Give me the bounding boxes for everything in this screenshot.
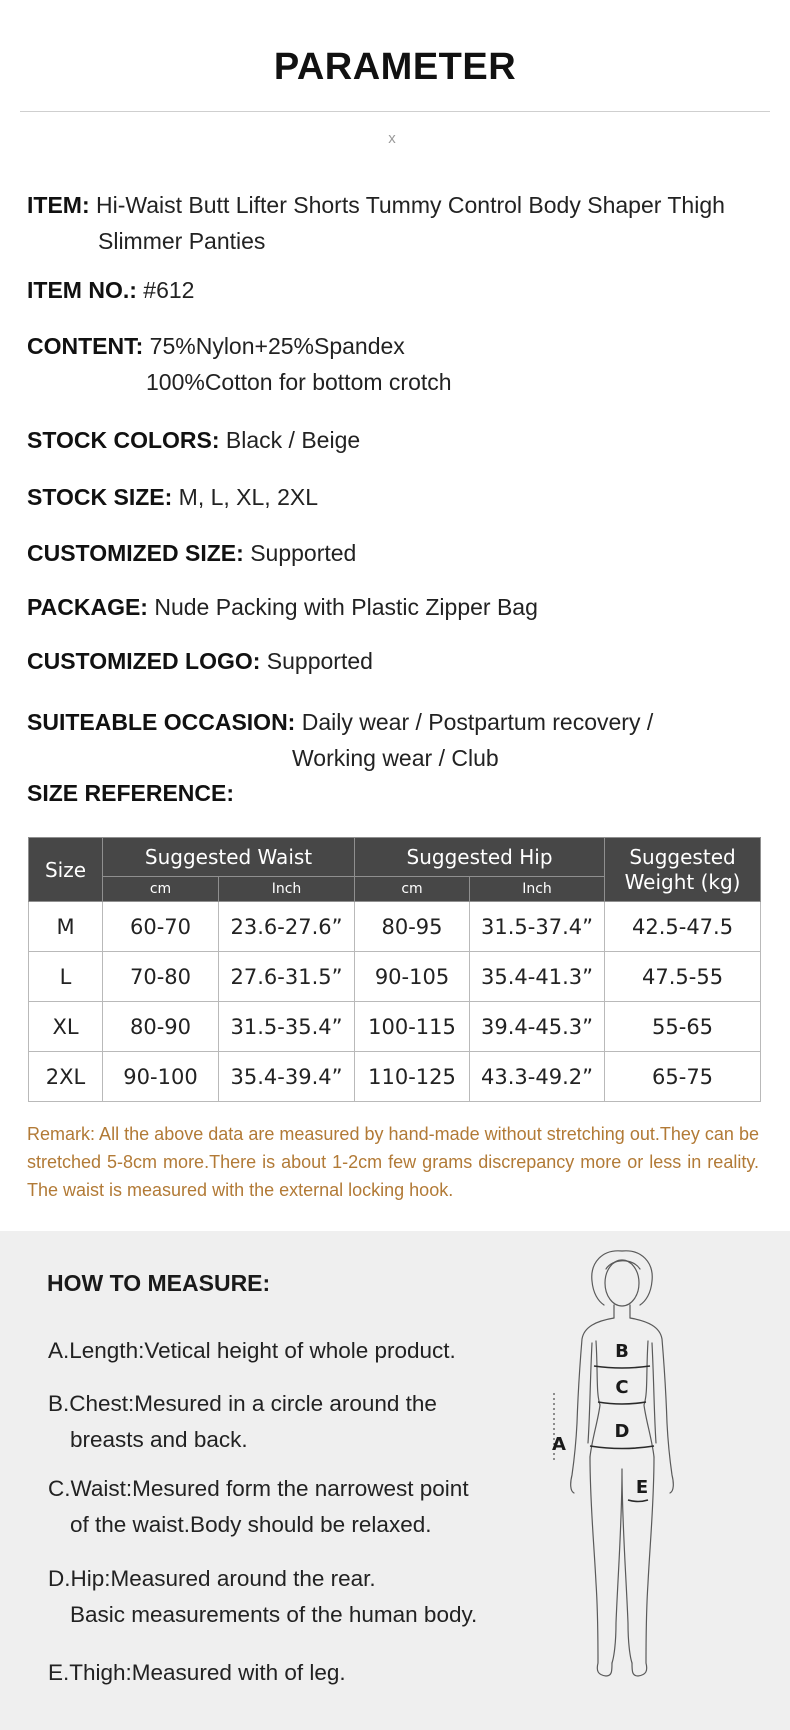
table-row (29, 952, 761, 1002)
measure-item-chest (48, 1386, 437, 1458)
measure-item-waist-cont: of the waist.Body should be relaxed. (70, 1512, 432, 1537)
figure-label-b: B (615, 1341, 629, 1362)
param-content-value-cont: 100%Cotton for bottom crotch (146, 369, 452, 395)
cell-hip-cm: 110-125 (355, 1052, 470, 1102)
param-occasion (27, 704, 653, 776)
param-customized-logo (27, 643, 373, 679)
figure-label-d: D (614, 1421, 630, 1442)
body-figure (540, 1243, 720, 1693)
cell-size: XL (29, 1002, 103, 1052)
size-reference-label: SIZE REFERENCE: (27, 780, 235, 806)
header-waist-inch: Inch (219, 877, 355, 902)
table-row (29, 1002, 761, 1052)
param-item-value-cont: Slimmer Panties (98, 228, 266, 254)
cell-hip-cm: 100-115 (355, 1002, 470, 1052)
header-suggested-waist: Suggested Waist (103, 838, 355, 877)
cell-size: M (29, 902, 103, 952)
header-size: Size (29, 838, 103, 902)
header-hip-cm: cm (355, 877, 470, 902)
remark-text: Remark: All the above data are measured by hand-made without stretching out.They can be stretched 5-8cm more.There is about 1-2cm few grams discrepancy more or less in reality. The waist is measured with the external locking hook. (27, 1124, 759, 1200)
cell-hip-inch: 31.5-37.4” (470, 902, 605, 952)
cell-waist-inch: 31.5-35.4” (219, 1002, 355, 1052)
param-stock-colors-key: STOCK COLORS: (27, 427, 220, 453)
cell-weight: 55-65 (605, 1002, 761, 1052)
param-stock-colors (27, 422, 360, 458)
param-content-value: 75%Nylon+25%Spandex (149, 333, 405, 359)
cell-waist-cm: 80-90 (103, 1002, 219, 1052)
cell-hip-inch: 35.4-41.3” (470, 952, 605, 1002)
param-customized-size-value: Supported (250, 540, 357, 566)
close-mark: x (388, 130, 396, 147)
cell-weight: 47.5-55 (605, 952, 761, 1002)
param-package-value: Nude Packing with Plastic Zipper Bag (154, 594, 538, 620)
measure-item-length-text: A.Length:Vetical height of whole product. (48, 1338, 456, 1363)
cell-hip-inch: 43.3-49.2” (470, 1052, 605, 1102)
param-item-no (27, 272, 194, 308)
header-waist-cm: cm (103, 877, 219, 902)
figure-label-a: A (552, 1434, 566, 1455)
cell-waist-cm: 70-80 (103, 952, 219, 1002)
measure-item-hip (48, 1561, 477, 1633)
body-outline-icon (540, 1243, 720, 1693)
param-customized-logo-value: Supported (266, 648, 373, 674)
figure-label-e: E (635, 1477, 649, 1498)
cell-hip-inch: 39.4-45.3” (470, 1002, 605, 1052)
param-item-value: Hi-Waist Butt Lifter Shorts Tummy Control Body Shaper Thigh (96, 192, 725, 218)
param-item-no-key: ITEM NO.: (27, 277, 137, 303)
cell-size: L (29, 952, 103, 1002)
cell-waist-inch: 35.4-39.4” (219, 1052, 355, 1102)
page-title: PARAMETER (273, 46, 517, 88)
param-stock-size-key: STOCK SIZE: (27, 484, 173, 510)
cell-weight: 65-75 (605, 1052, 761, 1102)
cell-size: 2XL (29, 1052, 103, 1102)
table-row (29, 902, 761, 952)
param-content-key: CONTENT: (27, 333, 144, 359)
param-stock-size-value: M, L, XL, 2XL (178, 484, 319, 510)
measure-item-chest-text: B.Chest:Mesured in a circle around the (48, 1391, 437, 1416)
cell-waist-cm: 60-70 (103, 902, 219, 952)
header-weight-line2: Weight (kg) (624, 869, 741, 894)
size-table (28, 837, 761, 1102)
measure-item-length (48, 1333, 456, 1369)
cell-waist-cm: 90-100 (103, 1052, 219, 1102)
header-hip-inch: Inch (470, 877, 605, 902)
param-occasion-key: SUITEABLE OCCASION: (27, 709, 296, 735)
header-suggested-weight (605, 838, 761, 902)
measure-item-waist (48, 1471, 469, 1543)
param-customized-logo-key: CUSTOMIZED LOGO: (27, 648, 261, 674)
title-divider (20, 111, 770, 112)
cell-weight: 42.5-47.5 (605, 902, 761, 952)
measure-item-waist-text: C.Waist:Mesured form the narrowest point (48, 1476, 469, 1501)
cell-waist-inch: 27.6-31.5” (219, 952, 355, 1002)
how-to-measure-title: HOW TO MEASURE: (47, 1270, 271, 1296)
measure-item-chest-cont: breasts and back. (70, 1427, 248, 1452)
param-item (27, 187, 725, 259)
param-package (27, 589, 538, 625)
measure-item-hip-cont: Basic measurements of the human body. (70, 1602, 478, 1627)
param-occasion-value: Daily wear / Postpartum recovery / (301, 709, 654, 735)
measure-item-hip-text: D.Hip:Measured around the rear. (48, 1566, 376, 1591)
cell-hip-cm: 90-105 (355, 952, 470, 1002)
param-item-key: ITEM: (27, 192, 90, 218)
figure-label-c: C (615, 1377, 629, 1398)
param-package-key: PACKAGE: (27, 594, 148, 620)
table-row (29, 1052, 761, 1102)
param-customized-size (27, 535, 356, 571)
param-item-no-value: #612 (143, 277, 195, 303)
param-stock-size (27, 479, 318, 515)
cell-waist-inch: 23.6-27.6” (219, 902, 355, 952)
param-occasion-value-cont: Working wear / Club (292, 745, 499, 771)
header-suggested-hip: Suggested Hip (355, 838, 605, 877)
cell-hip-cm: 80-95 (355, 902, 470, 952)
param-stock-colors-value: Black / Beige (225, 427, 361, 453)
param-customized-size-key: CUSTOMIZED SIZE: (27, 540, 244, 566)
param-content (27, 328, 452, 400)
measure-item-thigh (48, 1655, 346, 1691)
header-weight-line1: Suggested (629, 844, 736, 869)
measure-item-thigh-text: E.Thigh:Measured with of leg. (48, 1660, 346, 1685)
